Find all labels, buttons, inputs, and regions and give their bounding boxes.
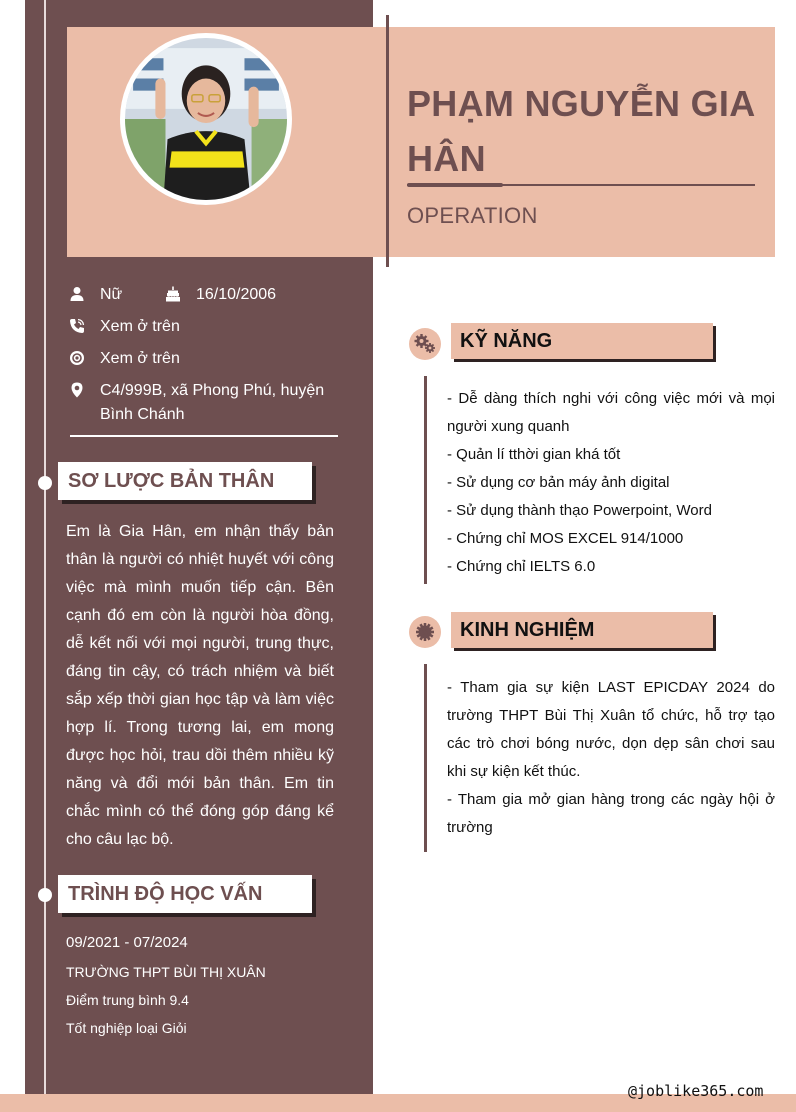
skill-item: - Sử dụng cơ bản máy ảnh digital bbox=[447, 474, 670, 491]
education-graduation: Tốt nghiệp loại Giỏi bbox=[66, 1020, 187, 1036]
contact-address bbox=[69, 379, 339, 427]
gears-icon bbox=[409, 328, 441, 360]
education-gpa: Điểm trung bình 9.4 bbox=[66, 992, 189, 1008]
contact-email bbox=[69, 347, 319, 371]
cake-icon bbox=[165, 286, 181, 302]
skill-item: - Dễ dàng thích nghi với công việc mới và mọi người xung quanh bbox=[447, 390, 775, 435]
phone-value: Xem ở trên bbox=[100, 318, 180, 335]
skills-list bbox=[447, 385, 775, 581]
job-title: OPERATION bbox=[407, 203, 538, 228]
skill-item: - Chứng chỉ MOS EXCEL 914/1000 bbox=[447, 530, 684, 547]
skill-item: - Chứng chỉ IELTS 6.0 bbox=[447, 558, 596, 575]
experience-list bbox=[447, 674, 775, 842]
gear-badge-icon bbox=[409, 616, 441, 648]
timeline-dot-about bbox=[38, 476, 52, 490]
experience-item: - Tham gia sự kiện LAST EPICDAY 2024 do trường THPT Bùi Thị Xuân tổ chức, hỗ trợ tạo các trò chơi bóng nước, dọn dẹp sân chơi sau khi sự kiện kết thúc. bbox=[447, 679, 775, 780]
education-period: 09/2021 - 07/2024 bbox=[66, 934, 188, 951]
birthday-value: 16/10/2006 bbox=[196, 286, 277, 303]
avatar bbox=[120, 33, 292, 205]
contact-phone bbox=[69, 315, 319, 339]
phone-icon bbox=[69, 318, 85, 334]
email-icon bbox=[69, 350, 85, 366]
education-school: TRƯỜNG THPT BÙI THỊ XUÂN bbox=[66, 964, 266, 980]
skills-heading: KỸ NĂNG bbox=[451, 323, 713, 359]
address-value: C4/999B, xã Phong Phú, huyện Bình Chánh bbox=[100, 382, 325, 423]
watermark: @joblike365.com bbox=[628, 1082, 764, 1100]
sidebar-timeline-line bbox=[44, 0, 46, 1112]
candidate-name: PHẠM NGUYỄN GIA HÂN bbox=[407, 83, 755, 179]
about-heading: SƠ LƯỢC BẢN THÂN bbox=[58, 462, 312, 500]
contact-separator bbox=[70, 435, 338, 437]
gender-value: Nữ bbox=[100, 286, 123, 303]
experience-bar bbox=[424, 664, 427, 852]
skills-bar bbox=[424, 376, 427, 584]
timeline-dot-education bbox=[38, 888, 52, 902]
location-icon bbox=[69, 382, 85, 398]
skill-item: - Quản lí tthời gian khá tốt bbox=[447, 446, 621, 463]
education-heading: TRÌNH ĐỘ HỌC VẤN bbox=[58, 875, 312, 913]
user-icon bbox=[69, 286, 85, 302]
contact-gender bbox=[69, 283, 159, 307]
skills-icon-badge bbox=[409, 328, 441, 360]
experience-heading: KINH NGHIỆM bbox=[451, 612, 713, 648]
experience-item: - Tham gia mở gian hàng trong các ngày hội ở trường bbox=[447, 791, 775, 836]
experience-icon-badge bbox=[409, 616, 441, 648]
name-underline-accent bbox=[407, 183, 503, 187]
header-divider bbox=[386, 15, 389, 267]
email-value: Xem ở trên bbox=[100, 350, 180, 367]
skill-item: - Sử dụng thành thạo Powerpoint, Word bbox=[447, 502, 712, 519]
contact-birthday bbox=[165, 283, 325, 307]
about-text: Em là Gia Hân, em nhận thấy bản thân là người có nhiệt huyết với công việc mà mình muốn tiếp cận. Bên cạnh đó em còn là người hòa đồng, dễ kết nối với mọi người, trung thực, đáng tin cậy, có trách nhiệm và biết sắp xếp thời gian học tập và làm việc hợp lí. Trong tương lai, em mong được học hỏi, trau dồi thêm nhiều kỹ năng và đổi mới bản thân. Em tin chắc mình có thể đóng góp đáng kể cho câu lạc bộ. bbox=[66, 523, 334, 848]
avatar-photo-art bbox=[125, 38, 287, 200]
avatar-photo bbox=[125, 38, 287, 200]
